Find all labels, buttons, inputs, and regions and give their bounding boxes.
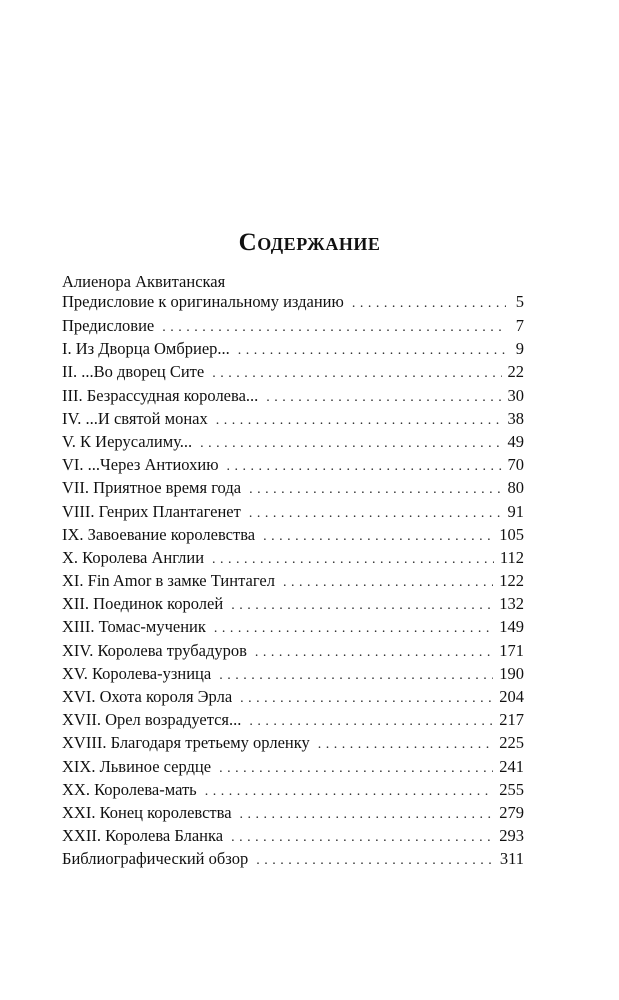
toc-entry [62, 780, 524, 803]
toc-list [62, 292, 524, 873]
toc-entry-title: XVIII. Благодаря третьему орленку [62, 733, 310, 753]
dot-leader [255, 645, 493, 661]
toc-entry-title: IV. ...И святой монах [62, 408, 208, 428]
dot-leader [238, 343, 506, 359]
toc-entry-page-number: 7 [515, 316, 524, 335]
table-of-contents [62, 272, 524, 873]
toc-entry-page-number: 91 [507, 501, 524, 521]
dot-leader [249, 714, 493, 730]
toc-entry-page-number: 112 [499, 547, 524, 567]
dot-leader [240, 691, 493, 707]
toc-entry-page-number: 80 [507, 478, 524, 498]
dot-leader [212, 552, 494, 568]
toc-entry-page-number: 149 [499, 617, 524, 637]
toc-entry [62, 455, 524, 478]
toc-entry [62, 733, 524, 756]
toc-entry [62, 594, 524, 617]
toc-entry-title: XXI. Конец королевства [62, 802, 232, 822]
dot-leader [266, 390, 501, 406]
toc-entry-title: XX. Королева-мать [62, 779, 197, 799]
toc-entry [62, 803, 524, 826]
toc-entry-title: Предисловие к оригинальному изданию [62, 292, 344, 311]
toc-entry-title: Библиографический обзор [62, 849, 249, 869]
toc-entry-page-number: 5 [515, 292, 524, 311]
toc-entry-title: III. Безрассудная королева... [62, 385, 259, 405]
toc-entry [62, 664, 524, 687]
toc-entry [62, 409, 524, 432]
toc-entry-page-number: 9 [515, 339, 524, 359]
toc-entry [62, 432, 524, 455]
toc-entry [62, 339, 524, 362]
toc-entry [62, 502, 524, 525]
toc-entry-page-number: 241 [499, 756, 524, 776]
dot-leader [227, 459, 502, 475]
toc-entry-page-number: 171 [499, 640, 524, 660]
toc-entry [62, 525, 524, 548]
dot-leader [249, 506, 502, 522]
toc-entry [62, 386, 524, 409]
dot-leader [214, 621, 493, 637]
toc-entry-page-number: 30 [507, 385, 524, 405]
toc-entry [62, 548, 524, 571]
toc-entry-page-number: 122 [499, 571, 524, 591]
toc-entry-title: VII. Приятное время года [62, 478, 242, 498]
toc-entry-title: VI. ...Через Антиохию [62, 455, 219, 475]
toc-entry [62, 757, 524, 780]
toc-entry [62, 316, 524, 339]
toc-entry-title: I. Из Дворца Омбриер... [62, 339, 230, 359]
toc-entry [62, 292, 524, 316]
toc-entry [62, 362, 524, 385]
toc-entry-title: XXII. Королева Бланка [62, 826, 224, 846]
dot-leader [249, 482, 501, 498]
toc-entry-title: XV. Королева-узница [62, 663, 212, 683]
dot-leader [263, 529, 493, 545]
dot-leader [219, 668, 493, 684]
toc-entry-page-number: 279 [499, 802, 524, 822]
toc-entry-page-number: 132 [499, 594, 524, 614]
dot-leader [216, 413, 502, 429]
toc-entry-title: XIV. Королева трубадуров [62, 640, 247, 660]
toc-entry-page-number: 204 [499, 687, 524, 706]
toc-entry [62, 710, 524, 733]
dot-leader [256, 853, 494, 869]
toc-heading: Содержание [238, 229, 381, 256]
toc-entry [62, 617, 524, 640]
dot-leader [283, 575, 493, 591]
toc-entry-title: XII. Поединок королей [62, 594, 224, 614]
dot-leader [219, 761, 493, 777]
dot-leader [231, 598, 493, 614]
dot-leader [352, 296, 506, 312]
toc-entry [62, 849, 524, 872]
toc-entry [62, 641, 524, 664]
toc-entry-title: XIII. Томас-мученик [62, 617, 206, 637]
toc-entry-title: IX. Завоевание королевства [62, 524, 256, 544]
toc-entry [62, 571, 524, 594]
dot-leader [200, 436, 501, 452]
toc-entry-title: V. К Иерусалиму... [62, 431, 193, 451]
toc-entry-page-number: 105 [499, 524, 524, 544]
toc-entry [62, 687, 524, 710]
toc-entry [62, 478, 524, 501]
toc-entry-page-number: 311 [499, 849, 524, 869]
toc-entry-page-number: 49 [507, 431, 524, 451]
toc-entry-title: XI. Fin Amor в замке Тинтагел [62, 571, 275, 591]
toc-entry-page-number: 70 [507, 455, 524, 475]
toc-entry-title: X. Королева Англии [62, 547, 205, 567]
dot-leader [212, 366, 501, 382]
dot-leader [240, 807, 494, 823]
toc-entry-page-number: 38 [507, 408, 524, 428]
toc-entry-title: XVI. Охота короля Эрла [62, 687, 233, 706]
toc-entry-title: XIX. Львиное сердце [62, 756, 212, 776]
toc-entry-page-number: 225 [499, 733, 524, 753]
toc-entry-page-number: 255 [499, 779, 524, 799]
toc-entry-title: VIII. Генрих Плантагенет [62, 501, 241, 521]
dot-leader [231, 830, 493, 846]
toc-entry-page-number: 217 [499, 710, 524, 730]
dot-leader [162, 320, 506, 336]
toc-entry-title: XVII. Орел возрадуется... [62, 710, 242, 730]
dot-leader [318, 737, 493, 753]
toc-entry-page-number: 293 [499, 826, 524, 846]
toc-entry-page-number: 190 [499, 663, 524, 683]
book-title: Алиенора Аквитанская [62, 272, 226, 291]
toc-entry-title: Предисловие [62, 316, 155, 335]
dot-leader [205, 784, 494, 800]
toc-entry [62, 826, 524, 849]
toc-entry-title: II. ...Во дворец Сите [62, 362, 205, 382]
toc-entry-page-number: 22 [507, 362, 524, 382]
